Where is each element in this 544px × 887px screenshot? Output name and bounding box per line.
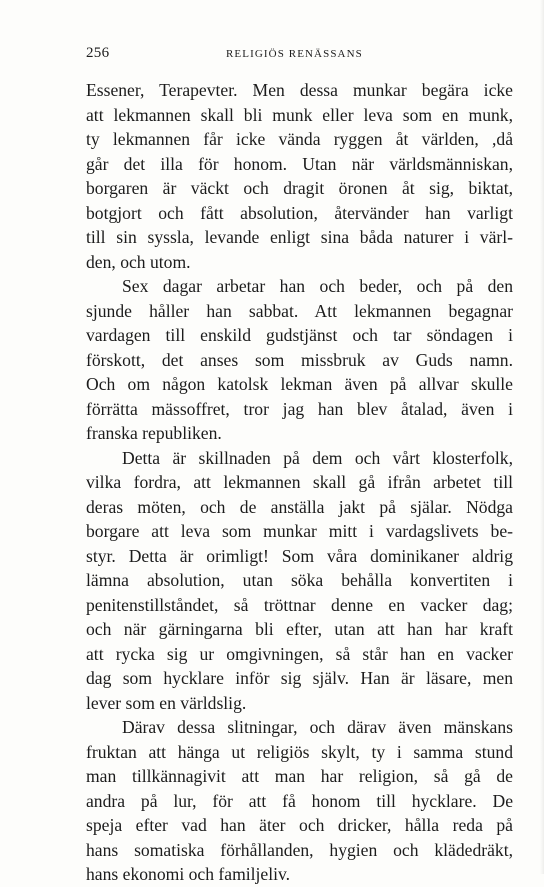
text-line: penitenstillståndet, så tröttnar denne en vacker dag;: [86, 594, 513, 615]
page-number: 256: [86, 45, 110, 61]
text-line: andra på lur, för att få honom till hycklare. De: [86, 790, 513, 811]
text-line: borgare att leva som munkar mitt i vardagslivets be-: [86, 521, 513, 541]
text-line: förskott, det anses som missbruk av Guds namn.: [86, 349, 513, 370]
text-line: Därav dessa slitningar, och därav även mänskans: [122, 717, 513, 737]
text-line: att rycka sig ur omgivningen, så står han en vacker: [86, 643, 513, 664]
text-line: vilka fordra, att lekmannen skall gå ifrån arbetet till: [86, 472, 513, 492]
text-line: lämna absolution, utan söka behålla konvertiten i: [86, 570, 513, 590]
text-line: Essener, Terapevter. Men dessa munkar begära icke: [86, 80, 513, 100]
text-line: och när gärningarna bli efter, utan att han har kraft: [86, 619, 513, 639]
text-line: Och om någon katolsk lekman även på allvar skulle: [86, 374, 513, 394]
text-line: till sin syssla, levande enligt sina båda naturer i värl-: [86, 227, 513, 247]
text-line: styr. Detta är orimligt! Som våra dominikaner aldrig: [86, 545, 513, 566]
text-line: speja efter vad han äter och dricker, hålla reda på: [86, 815, 513, 835]
text-line: franska republiken.: [86, 423, 222, 443]
text-line: förrätta mässoffret, tror jag han blev åtalad, även i: [86, 398, 513, 419]
text-line: deras möten, och de anställa jakt på själar. Nödga: [86, 496, 513, 517]
text-line: går det illa för honom. Utan när världsmänniskan,: [86, 153, 513, 174]
text-line: sjunde håller han sabbat. Att lekmannen begagnar: [86, 300, 513, 321]
text-line: lever som en världslig.: [86, 692, 247, 713]
text-line: fruktan att hänga ut religiös skylt, ty i samma stund: [86, 741, 513, 762]
text-line: att lekmannen skall bli munk eller leva som en munk,: [86, 104, 513, 125]
text-line: ty lekmannen får icke vända ryggen åt världen, ,då: [86, 129, 513, 149]
running-head-title: RELIGIÖS RENÄSSANS: [226, 48, 363, 60]
text-line: den, och utom.: [86, 251, 191, 272]
text-line: botgjort och fått absolution, återvänder han varligt: [86, 202, 513, 223]
text-line: Detta är skillnaden på dem och vårt klosterfolk,: [122, 447, 513, 468]
text-line: hans somatiska förhållanden, hygien och klädedräkt,: [86, 839, 513, 860]
text-line: dag som hycklare inför sig själv. Han är läsare, men: [86, 668, 513, 688]
text-line: vardagen till enskild gudstjänst och tar söndagen i: [86, 325, 513, 345]
text-line: Sex dagar arbetar han och beder, och på den: [122, 276, 513, 296]
text-line: hans ekonomi och familjeliv.: [86, 864, 291, 884]
page-edge-shadow: [540, 0, 544, 874]
body-text: [86, 78, 513, 887]
text-line: borgaren är väckt och dragit öronen åt sig, biktat,: [86, 178, 513, 198]
text-line: man tillkännagivit att man har religion, så gå de: [86, 766, 513, 786]
